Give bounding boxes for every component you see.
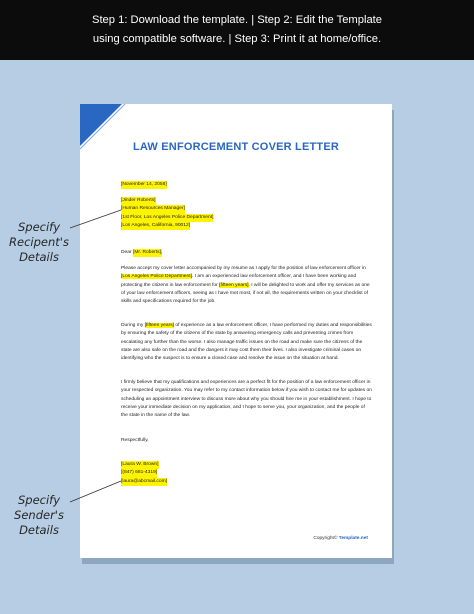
- sender-annotation: [0, 493, 78, 538]
- sender-line: [Laura W. Brown]: [121, 461, 159, 469]
- annotation-line: Sender's: [14, 508, 64, 522]
- copyright-prefix: Copyright©: [313, 536, 339, 541]
- annotation-line: Details: [19, 250, 59, 264]
- greeting-prefix: Dear: [121, 250, 133, 255]
- copyright-brand: Template.net: [338, 536, 368, 541]
- paragraph-text: Please accept my cover letter accompanied by my resume as I apply for the position of law enforcement officer in: [121, 266, 366, 271]
- highlight-years: [fifteen years]: [144, 323, 175, 328]
- closing: Respectfully,: [121, 438, 149, 443]
- recipient-line: [Los Angeles, California, 90012]: [121, 222, 190, 230]
- paragraph-text: . I am an experienced law enforcement officer, and I have been working and protecting the citizens in law enforcement for: [121, 274, 357, 288]
- sender-line: [(847) 681-4319]: [121, 469, 157, 477]
- recipient-line: [1st Floor, Los Angeles Police Department]: [121, 214, 213, 222]
- recipient-line: [Human Resources Manager]: [121, 205, 185, 213]
- paragraph-text: of experience as a law enforcement officer, I have performed my duties and responsibilities by ensuring the safety of the citizens of the state by answering emergency calls and preventing crimes from escalating any further than the worse. I also manage traffic issues on the road and make sure the citizens of the state are also safe on the road and the dangers it may cost them their lives. I also investigate criminal cases on identifying who the suspect is to ensure a closed case and resolve the issue on the situation at hand.: [121, 323, 372, 362]
- paragraph-text: . I will be delighted to work and offer my services as one of your law enforcement officers, seeing as I have met most, if not all, the requirements written on your checklist of skills and specifications required for the job.: [121, 282, 370, 305]
- annotation-line: Details: [19, 523, 59, 537]
- annotation-line: Recipent's: [9, 235, 69, 249]
- instruction-line-2: using compatible software. | Step 3: Print it at home/office.: [92, 33, 382, 45]
- paragraph-text: During my: [121, 323, 145, 328]
- letter-title: LAW ENFORCEMENT COVER LETTER: [132, 141, 340, 153]
- instruction-line-1: Step 1: Download the template. | Step 2: Edit the Template: [91, 14, 383, 26]
- greeting-name: [Mr. Roberts],: [133, 249, 162, 257]
- highlight-years: [fifteen years]: [219, 282, 249, 288]
- recipient-line: [Jinder Roberts]: [121, 197, 156, 205]
- letter-date: [November 14, 2058]: [121, 181, 167, 189]
- recipient-annotation: [0, 220, 78, 265]
- annotation-line: Specify: [17, 493, 61, 507]
- paragraph-3: I firmly believe that my qualifications and experiences are a perfect fit for the position of a law enforcement officer in your respected organization. You may refer to my contact information below if you wish to contact me for updates on scheduling an appointment interview to discuss more about why you should hire me in your establishment. I hope to receive your immediate decision on my application, and I hope to serve you, your organization, and the people of the state in the name of the law.: [121, 380, 372, 419]
- annotation-line: Specify: [17, 220, 61, 234]
- highlight-organization: [Los Angeles Police Department]: [121, 274, 192, 280]
- sender-line: [laura@abcmail.com]: [121, 478, 167, 486]
